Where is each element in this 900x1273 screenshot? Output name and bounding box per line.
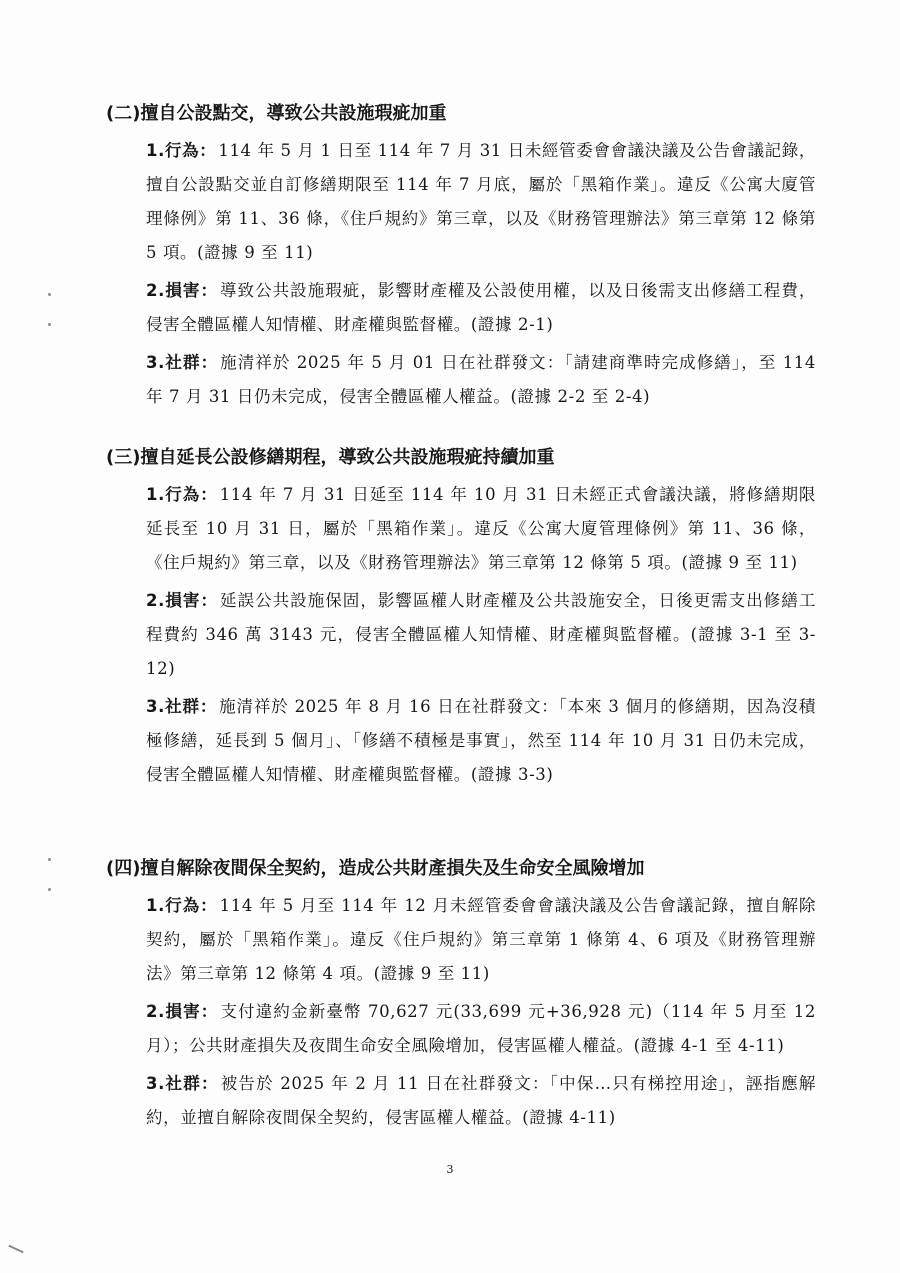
clause-label: 2.損害： xyxy=(146,591,219,610)
clause-label: 2.損害： xyxy=(146,281,219,300)
clause-label: 3.社群： xyxy=(146,1074,219,1093)
clause-text: 被告於 2025 年 2 月 11 日在社群發文：「中保…只有梯控用途」，誣指應解約，並擅自解除夜間保全契約，侵害區權人權益。(證據 4-11) xyxy=(146,1074,816,1127)
clause-text: 114 年 5 月至 114 年 12 月未經管委會會議決議及公告會議記錄，擅自解除契約，屬於「黑箱作業」。違反《住戶規約》第三章第 1 條第 4、6 項及《財務管理辦法》第三章第 12 條第 4 項。(證據 9 至 11) xyxy=(146,896,816,983)
clause-damage xyxy=(146,584,816,686)
clause-text: 114 年 5 月 1 日至 114 年 7 月 31 日未經管委會會議決議及公告會議記錄，擅自公設點交並自訂修繕期限至 114 年 7 月底，屬於「黑箱作業」。違反《公寓大廈管理條例》第 11、36 條，《住戶規約》第三章，以及《財務管理辦法》第三章第 12 條第 5 項。(證據 9 至 11) xyxy=(146,141,816,262)
section-3 xyxy=(106,444,830,796)
scan-speck xyxy=(48,858,51,861)
clause-text: 延誤公共設施保固，影響區權人財產權及公共設施安全，日後更需支出修繕工程費約 346 萬 3143 元，侵害全體區權人知情權、財產權與監督權。(證據 3-1 至 3-12) xyxy=(146,591,816,678)
clause-damage xyxy=(146,995,816,1063)
clause-behavior xyxy=(146,134,816,270)
scan-edge-mark xyxy=(8,1245,23,1254)
clause-social xyxy=(146,1067,816,1135)
clause-label: 2.損害： xyxy=(146,1002,219,1021)
clause-text: 支付違約金新臺幣 70,627 元(33,699 元+36,928 元)（114 年 5 月至 12 月）；公共財產損失及夜間生命安全風險增加，侵害區權人權益。(證據 4-1 至 4-11) xyxy=(146,1002,816,1055)
clause-behavior xyxy=(146,889,816,991)
section-2 xyxy=(106,100,830,418)
section-title: (三)擅自延長公設修繕期程，導致公共設施瑕疵持續加重 xyxy=(106,447,555,468)
clause-behavior xyxy=(146,478,816,580)
clause-text: 導致公共設施瑕疵，影響財產權及公設使用權，以及日後需支出修繕工程費，侵害全體區權人知情權、財產權與監督權。(證據 2-1) xyxy=(146,281,816,334)
section-4 xyxy=(106,855,830,1139)
section-title: (四)擅自解除夜間保全契約，造成公共財產損失及生命安全風險增加 xyxy=(106,858,645,879)
clause-label: 3.社群： xyxy=(146,697,218,716)
scan-speck xyxy=(48,293,51,296)
clause-social xyxy=(146,346,816,414)
clause-label: 1.行為： xyxy=(146,141,217,160)
scan-speck xyxy=(48,323,51,326)
clause-damage xyxy=(146,274,816,342)
clause-text: 施清祥於 2025 年 8 月 16 日在社群發文：「本來 3 個月的修繕期，因為沒積極修繕，延長到 5 個月」、「修繕不積極是事實」，然至 114 年 10 月 31 日仍未完成，侵害全體區權人知情權、財產權與監督權。(證據 3-3) xyxy=(146,697,816,784)
page-number: 3 xyxy=(446,1163,454,1176)
clause-text: 施清祥於 2025 年 5 月 01 日在社群發文：「請建商準時完成修繕」，至 114 年 7 月 31 日仍未完成，侵害全體區權人權益。(證據 2-2 至 2-4) xyxy=(146,353,816,406)
clause-text: 114 年 7 月 31 日延至 114 年 10 月 31 日未經正式會議決議，將修繕期限延長至 10 月 31 日，屬於「黑箱作業」。違反《公寓大廈管理條例》第 11、36 條，《住戶規約》第三章，以及《財務管理辦法》第三章第 12 條第 5 項。(證據 9 至 11) xyxy=(146,485,817,572)
clause-social xyxy=(146,690,816,792)
clause-label: 3.社群： xyxy=(146,353,219,372)
clause-label: 1.行為： xyxy=(146,485,218,504)
scan-speck xyxy=(48,888,51,891)
clause-label: 1.行為： xyxy=(146,896,218,915)
section-title: (二)擅自公設點交，導致公共設施瑕疵加重 xyxy=(106,103,447,124)
